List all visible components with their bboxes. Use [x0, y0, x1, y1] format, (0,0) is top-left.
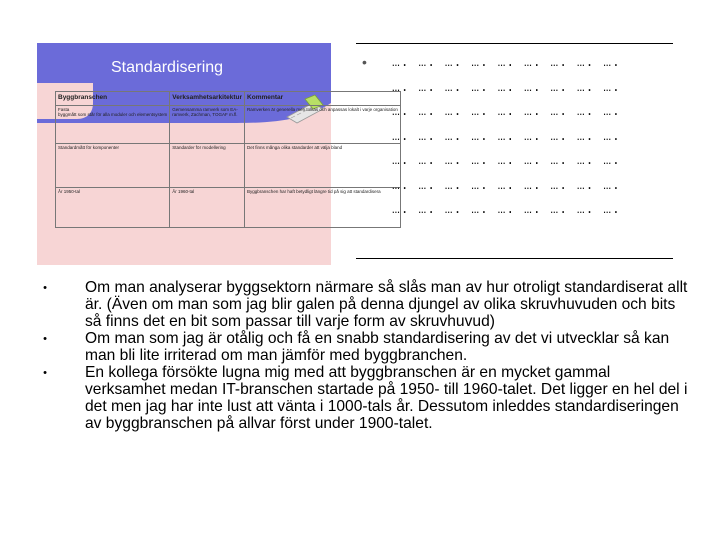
dotted-box-lines — [392, 57, 621, 229]
dotted-line: …. …. …. …. …. …. …. …. …. — [392, 177, 621, 193]
table-cell: Standarder för modellering — [170, 144, 245, 188]
list-item — [33, 364, 693, 432]
table-row — [56, 144, 401, 188]
list-item — [33, 279, 693, 330]
table-row — [56, 106, 401, 144]
dotted-line: …. …. …. …. …. …. …. …. …. — [392, 104, 621, 119]
table-row — [56, 188, 401, 228]
thumbnail-table — [55, 91, 401, 228]
table-cell: Det finns många olika standarder att välja bland — [245, 144, 401, 188]
table-cell: Fasta byggmått som står för alla moduler och elementsystem — [56, 106, 170, 144]
dotted-box-bullet: • — [362, 54, 367, 70]
list-item-text: En kollega försökte lugna mig med att byggbranschen är en mycket gammal verksamhet medan IT-branschen startade på 1950- till 1960-talet. Det ligger en hel del i det men jag har inte lust att vänta i 1000-tals år. Dessutom inleddes standardiseringen av byggbranschen på allvar först under 1900-talet. — [85, 364, 688, 432]
bullet-marker: • — [43, 333, 47, 345]
table-cell: År 1960-tal — [170, 188, 245, 228]
table-cell: Standardmått för komponenter — [56, 144, 170, 188]
table-cell: Gemensamma ramverk som EA-ramverk, Zachman, TOGAF m.fl. — [170, 106, 245, 144]
dotted-line: …. …. …. …. …. …. …. …. …. — [392, 202, 621, 217]
table-header-cell: Kommentar — [245, 92, 401, 106]
list-item — [33, 330, 693, 364]
list-item-text: Om man analyserar byggsektorn närmare så slås man av hur otroligt standardiserat allt är. (Även om man som jag blir galen på denna djungel av olika skruvhuvuden och bits så finns det en bit som passar till varje form av skruvhuvud) — [85, 279, 688, 330]
table-header-cell: Byggbranschen — [56, 92, 170, 106]
dotted-line: …. …. …. …. …. …. …. …. …. — [392, 153, 621, 168]
table-cell: Ramverken är generella men tolkas och anpassas lokalt i varje organisation — [245, 106, 401, 144]
divider-bottom — [356, 258, 673, 259]
bullet-list — [33, 279, 693, 432]
table-cell: Byggbranschen har haft betydligt längre tid på sig att standardisera — [245, 188, 401, 228]
table-cell: År 1950-tal — [56, 188, 170, 228]
dotted-line: …. …. …. …. …. …. …. …. …. — [392, 79, 621, 95]
dotted-line: …. …. …. …. …. …. …. …. …. — [392, 55, 621, 70]
dotted-line: …. …. …. …. …. …. …. …. …. — [392, 128, 621, 144]
table-header-row — [56, 92, 401, 106]
list-item-text: Om man som jag är otålig och få en snabb standardisering av det vi utvecklar så kan man bli lite irriterad om man jämför med byggbranchen. — [85, 330, 670, 364]
bullet-marker: • — [43, 282, 47, 294]
bullet-marker: • — [43, 367, 47, 379]
divider-top — [356, 43, 673, 44]
thumbnail-title: Standardisering — [111, 59, 224, 76]
table-header-cell: Verksamhetsarkitektur — [170, 92, 245, 106]
